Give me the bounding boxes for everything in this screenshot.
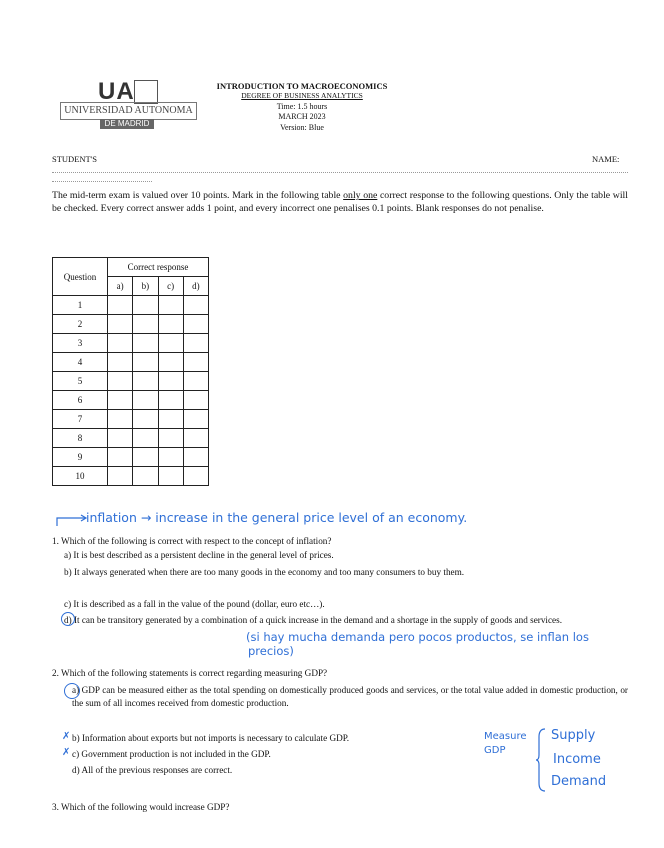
question-number: 7 [53, 410, 108, 429]
course-title: INTRODUCTION TO MACROECONOMICS [216, 81, 388, 91]
handwritten-supply: Supply [551, 728, 596, 743]
answer-cell[interactable] [158, 429, 183, 448]
university-logo: UA [98, 78, 135, 105]
answer-cell[interactable] [183, 334, 208, 353]
answer-cell[interactable] [183, 448, 208, 467]
answer-cell[interactable] [183, 429, 208, 448]
answer-cell[interactable] [158, 372, 183, 391]
q1-option-a[interactable]: a) It is best described as a persistent decline in the general level of prices. [64, 550, 334, 560]
question-2: 2. Which of the following statements is correct regarding measuring GDP? [52, 668, 328, 678]
q2-option-c[interactable]: c) Government production is not included in the GDP. [72, 749, 271, 759]
answer-cell[interactable] [133, 467, 158, 486]
q1-option-c[interactable]: c) It is described as a fall in the value of the pound (dollar, euro etc…). [64, 599, 325, 609]
handwritten-q1-note: (si hay mucha demanda pero pocos productos, se inflan los precios) [246, 630, 589, 658]
q1-option-b[interactable]: b) It always generated when there are too many goods in the economy and too many consumers to buy them. [64, 567, 465, 577]
name-label: NAME: [592, 154, 620, 164]
handwritten-inflation-note: inflation → increase in the general price level of an economy. [86, 510, 468, 525]
option-header-0: a) [108, 277, 133, 296]
student-label: STUDENT'S [52, 154, 97, 164]
question-number: 10 [53, 467, 108, 486]
question-number: 5 [53, 372, 108, 391]
table-row [53, 372, 209, 391]
table-row [53, 448, 209, 467]
answer-cell[interactable] [133, 353, 158, 372]
q2-answer-circle [64, 683, 80, 699]
answer-cell[interactable] [158, 353, 183, 372]
answer-cell[interactable] [108, 334, 133, 353]
table-row [53, 315, 209, 334]
arrow-icon [55, 514, 89, 528]
brace-icon [535, 727, 549, 793]
q1-option-d[interactable]: d) It can be transitory generated by a combination of a quick increase in the demand and a shortage in the supply of goods and services. [64, 615, 563, 625]
question-number: 4 [53, 353, 108, 372]
answer-cell[interactable] [133, 391, 158, 410]
question-number: 9 [53, 448, 108, 467]
answer-cell[interactable] [108, 391, 133, 410]
answer-cell[interactable] [108, 372, 133, 391]
q2-option-a[interactable]: a) GDP can be measured either as the total spending on domestically produced goods and services, or the total value added in domestic production, or the sum of all incomes received from domestic production. [72, 685, 628, 708]
table-row [53, 429, 209, 448]
answer-cell[interactable] [183, 353, 208, 372]
answer-cell[interactable] [108, 467, 133, 486]
answer-cell[interactable] [183, 372, 208, 391]
answer-cell[interactable] [158, 391, 183, 410]
q2-option-d[interactable]: d) All of the previous responses are correct. [72, 765, 233, 775]
exam-date: MARCH 2023 [278, 112, 326, 121]
answer-cell[interactable] [183, 296, 208, 315]
exam-version: Version: Blue [280, 123, 324, 132]
answer-cell[interactable] [158, 467, 183, 486]
answer-cell[interactable] [108, 429, 133, 448]
answer-cell[interactable] [183, 391, 208, 410]
name-line[interactable] [52, 172, 628, 173]
answer-cell[interactable] [108, 410, 133, 429]
name-line-2 [52, 181, 152, 182]
exam-time: Time: 1.5 hours [276, 102, 328, 111]
answer-table [52, 257, 209, 486]
question-number: 2 [53, 315, 108, 334]
question-3: 3. Which of the following would increase GDP? [52, 802, 230, 812]
handwritten-demand: Demand [551, 774, 607, 789]
answer-cell[interactable] [108, 353, 133, 372]
answer-cell[interactable] [108, 296, 133, 315]
table-row [53, 467, 209, 486]
question-number: 3 [53, 334, 108, 353]
degree-title: DEGREE OF BUSINESS ANALYTICS [241, 91, 363, 100]
q1-answer-circle [61, 612, 75, 626]
question-number: 1 [53, 296, 108, 315]
answer-cell[interactable] [158, 410, 183, 429]
instructions: The mid-term exam is valued over 10 points. Mark in the following table only one correct response to the following questions. Only the table will be checked. Every correct answer adds 1 point, and every incorrect one penalises 0.1 points. Blank responses do not penalise. [52, 190, 628, 214]
logo-emblem-icon [134, 80, 158, 104]
table-row [53, 391, 209, 410]
col-question-header: Question [53, 258, 108, 296]
table-row [53, 353, 209, 372]
option-header-3: d) [183, 277, 208, 296]
handwritten-measure-gdp: Measure GDP [484, 731, 527, 756]
table-row [53, 410, 209, 429]
answer-cell[interactable] [183, 315, 208, 334]
logo-university-name: UNIVERSIDAD AUTONOMA [60, 102, 197, 120]
question-number: 8 [53, 429, 108, 448]
cross-mark-b-icon: ✗ [62, 731, 71, 742]
table-row [53, 296, 209, 315]
answer-cell[interactable] [108, 315, 133, 334]
answer-cell[interactable] [183, 467, 208, 486]
question-1: 1. Which of the following is correct with respect to the concept of inflation? [52, 536, 332, 546]
answer-cell[interactable] [183, 410, 208, 429]
answer-cell[interactable] [158, 296, 183, 315]
answer-cell[interactable] [158, 334, 183, 353]
option-header-1: b) [133, 277, 158, 296]
answer-cell[interactable] [133, 334, 158, 353]
cross-mark-c-icon: ✗ [62, 747, 71, 758]
answer-cell[interactable] [133, 410, 158, 429]
answer-cell[interactable] [133, 448, 158, 467]
answer-cell[interactable] [133, 315, 158, 334]
answer-cell[interactable] [133, 372, 158, 391]
q2-option-b[interactable]: b) Information about exports but not imports is necessary to calculate GDP. [72, 733, 350, 743]
logo-city: DE MADRID [100, 119, 154, 129]
answer-cell[interactable] [158, 315, 183, 334]
answer-cell[interactable] [133, 296, 158, 315]
table-row [53, 334, 209, 353]
question-number: 6 [53, 391, 108, 410]
handwritten-income: Income [553, 752, 601, 767]
answer-cell[interactable] [108, 448, 133, 467]
option-header-2: c) [158, 277, 183, 296]
answer-cell[interactable] [133, 429, 158, 448]
col-correct-header: Correct response [108, 258, 209, 277]
answer-cell[interactable] [158, 448, 183, 467]
